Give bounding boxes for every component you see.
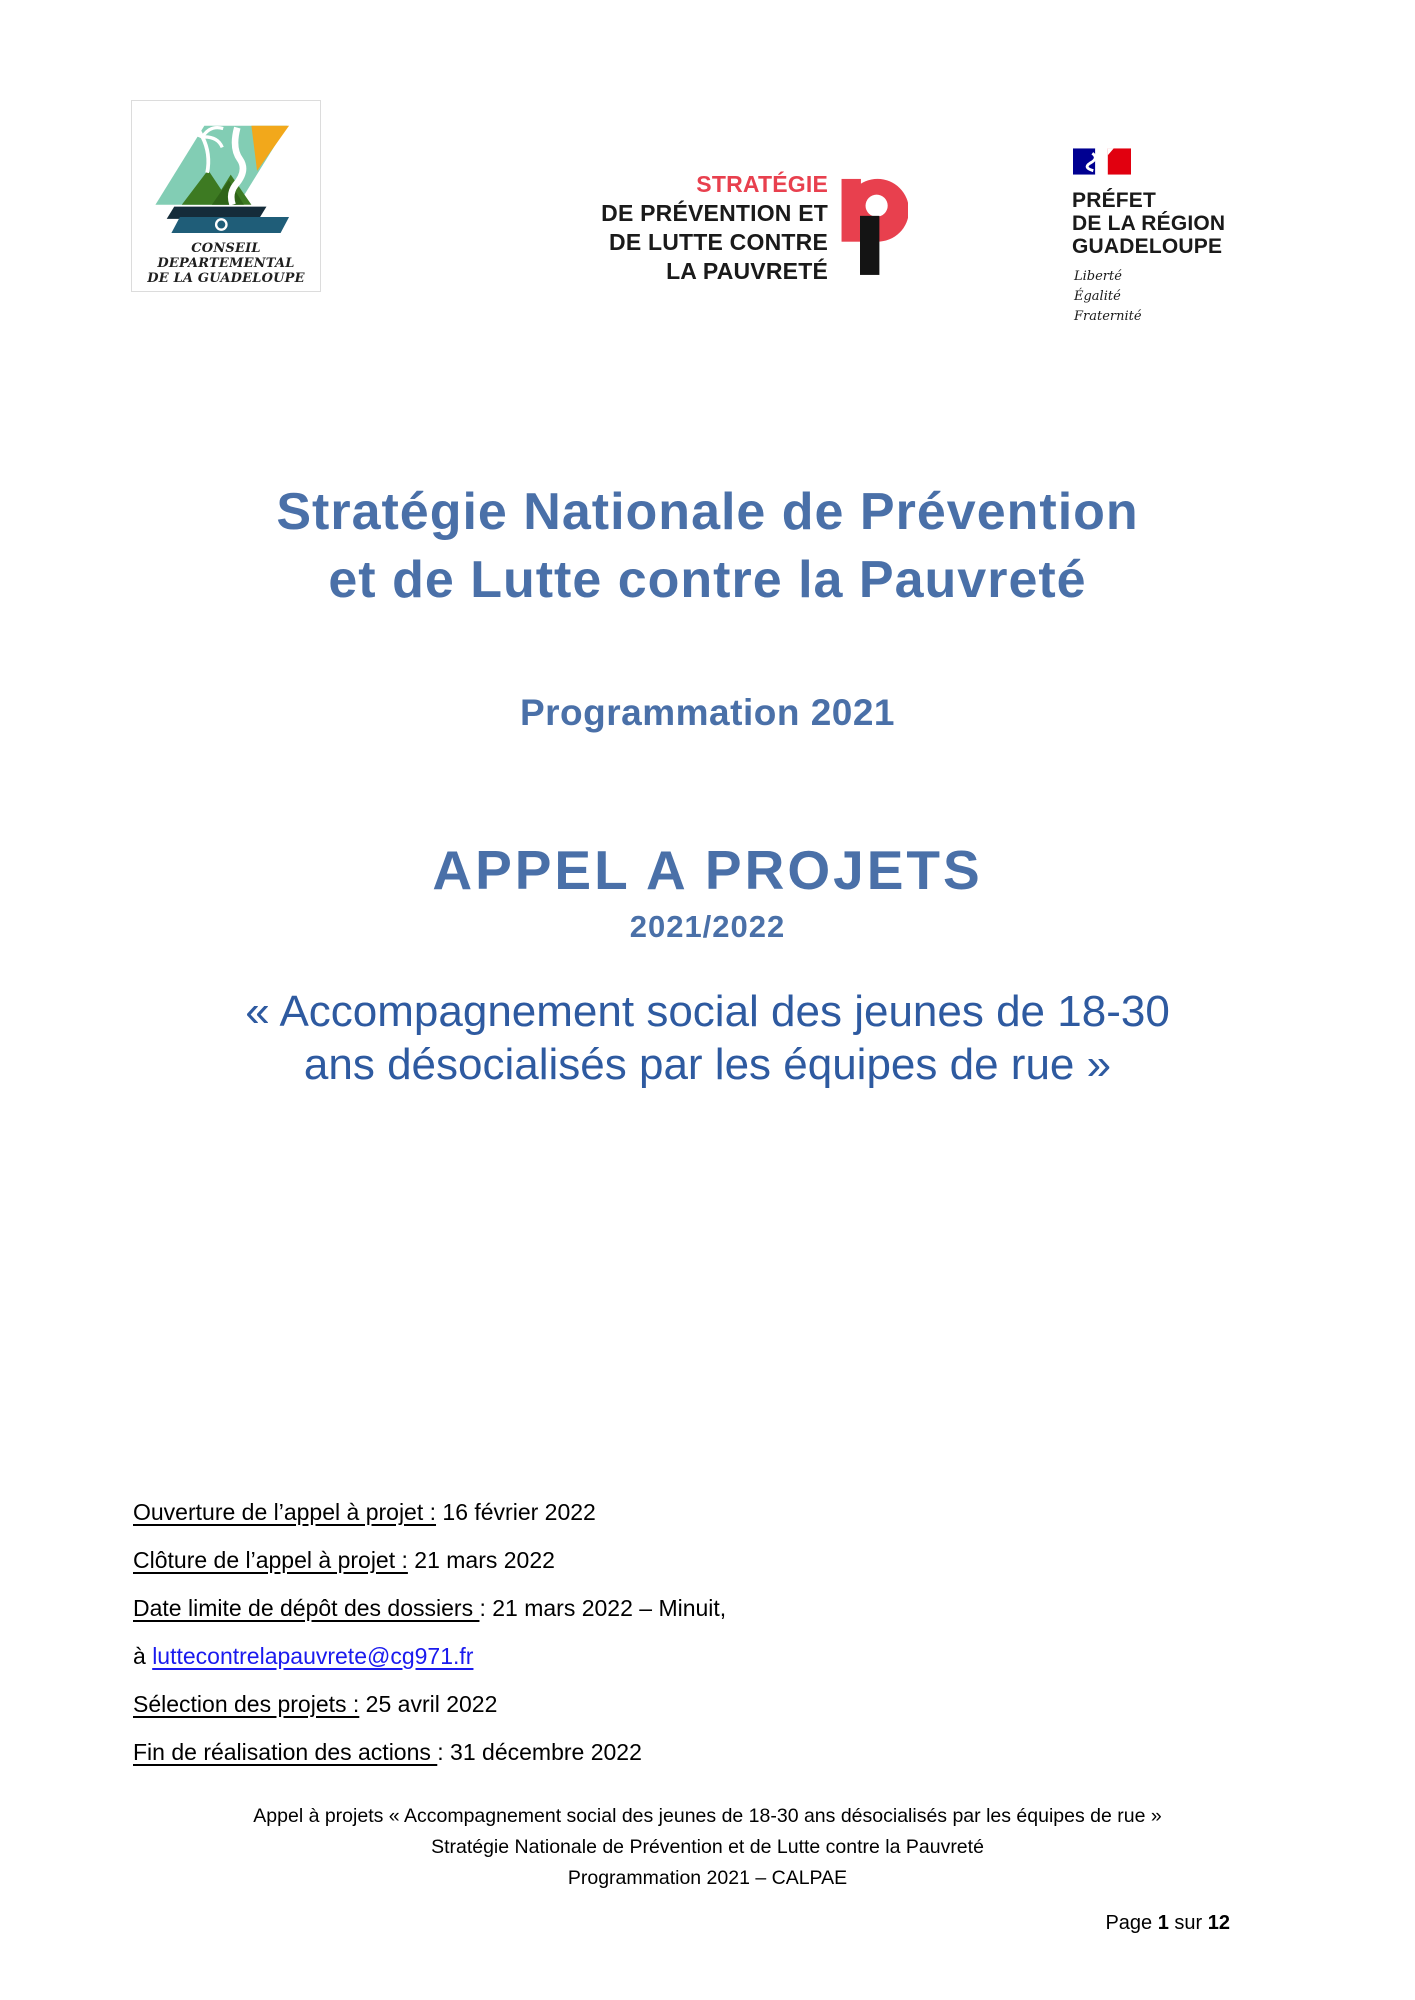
page-sur-word: sur [1168,1912,1208,1934]
document-title-line2: et de Lutte contre la Pauvreté [328,551,1087,609]
prefet-line2: DE LA RÉGION [1072,212,1226,235]
footer-line-3: Programmation 2021 – CALPAE [567,1867,848,1889]
strategie-pauvrete-logo [588,170,908,286]
strategie-logo-line1: STRATÉGIE [696,171,828,197]
document-title [0,478,1415,614]
conseil-departemental-logo [131,100,321,292]
prefet-line3: GUADELOUPE [1072,235,1223,258]
prefet-logo-text [1072,189,1225,258]
strategie-logo-line3: DE LUTTE CONTRE [609,229,828,255]
email-link[interactable]: luttecontrelapauvrete@cg971.fr [152,1642,474,1669]
deadline-value: : 31 décembre 2022 [437,1738,642,1765]
deadline-label: Ouverture de l’appel à projet : [133,1498,437,1525]
deadline-row-closing [133,1536,726,1584]
prefet-line1: PRÉFET [1072,189,1157,212]
french-flag-icon [1073,148,1225,180]
deadlines-section [133,1488,726,1776]
deadline-row-completion [133,1728,726,1776]
guadeloupe-emblem-icon [146,116,306,238]
page-total: 12 [1207,1912,1230,1934]
page-footer [0,1801,1415,1894]
conseil-caption-line1: CONSEIL DEPARTEMENTAL [157,241,295,271]
deadline-row-email [133,1632,726,1680]
programmation-heading: Programmation 2021 [519,692,896,733]
footer-line-1: Appel à projets « Accompagnement social des jeunes de 18-30 ans désocialisés par les équipes de rue » [253,1805,1162,1827]
deadline-value: 25 avril 2022 [359,1690,498,1717]
deadline-label: Date limite de dépôt des dossiers [133,1594,480,1621]
prefet-motto [1074,270,1225,324]
deadline-value: 16 février 2022 [436,1498,596,1525]
motto-liberte: Liberté [1074,269,1122,284]
page-number: 1 [1157,1912,1169,1934]
footer-line-2: Stratégie Nationale de Prévention et de Lutte contre la Pauvreté [431,1836,984,1858]
motto-fraternite: Fraternité [1074,309,1142,324]
motto-egalite: Égalité [1074,289,1121,304]
page-word: Page [1105,1912,1158,1934]
deadline-label: Fin de réalisation des actions [133,1738,438,1765]
project-subject-heading [0,985,1415,1091]
conseil-caption-line2: DE LA GUADELOUPE [147,271,305,286]
deadline-label: Sélection des projets : [133,1690,360,1717]
appel-a-projets-heading: APPEL A PROJETS [432,839,983,901]
conseil-caption [132,241,320,286]
page-indicator [1105,1912,1230,1935]
strategie-logo-text [588,170,828,286]
deadline-value: : 21 mars 2022 – Minuit, [479,1594,727,1621]
deadline-row-selection [133,1680,726,1728]
deadline-row-opening [133,1488,726,1536]
years-heading: 2021/2022 [629,909,786,944]
strategie-logo-line4: LA PAUVRETÉ [666,258,828,284]
deadline-label: Clôture de l’appel à projet : [133,1546,408,1573]
deadline-row-submission-limit [133,1584,726,1632]
email-prefix: à [133,1642,153,1669]
deadline-value: 21 mars 2022 [407,1546,555,1573]
prefet-region-logo [1072,148,1225,330]
pauvrete-p-icon [836,173,908,279]
document-title-line1: Stratégie Nationale de Prévention [276,483,1139,541]
project-subject-line2: ans désocialisés par les équipes de rue » [303,1040,1112,1089]
strategie-logo-line2: DE PRÉVENTION ET [601,200,828,226]
project-subject-line1: « Accompagnement social des jeunes de 18-30 [245,987,1170,1036]
